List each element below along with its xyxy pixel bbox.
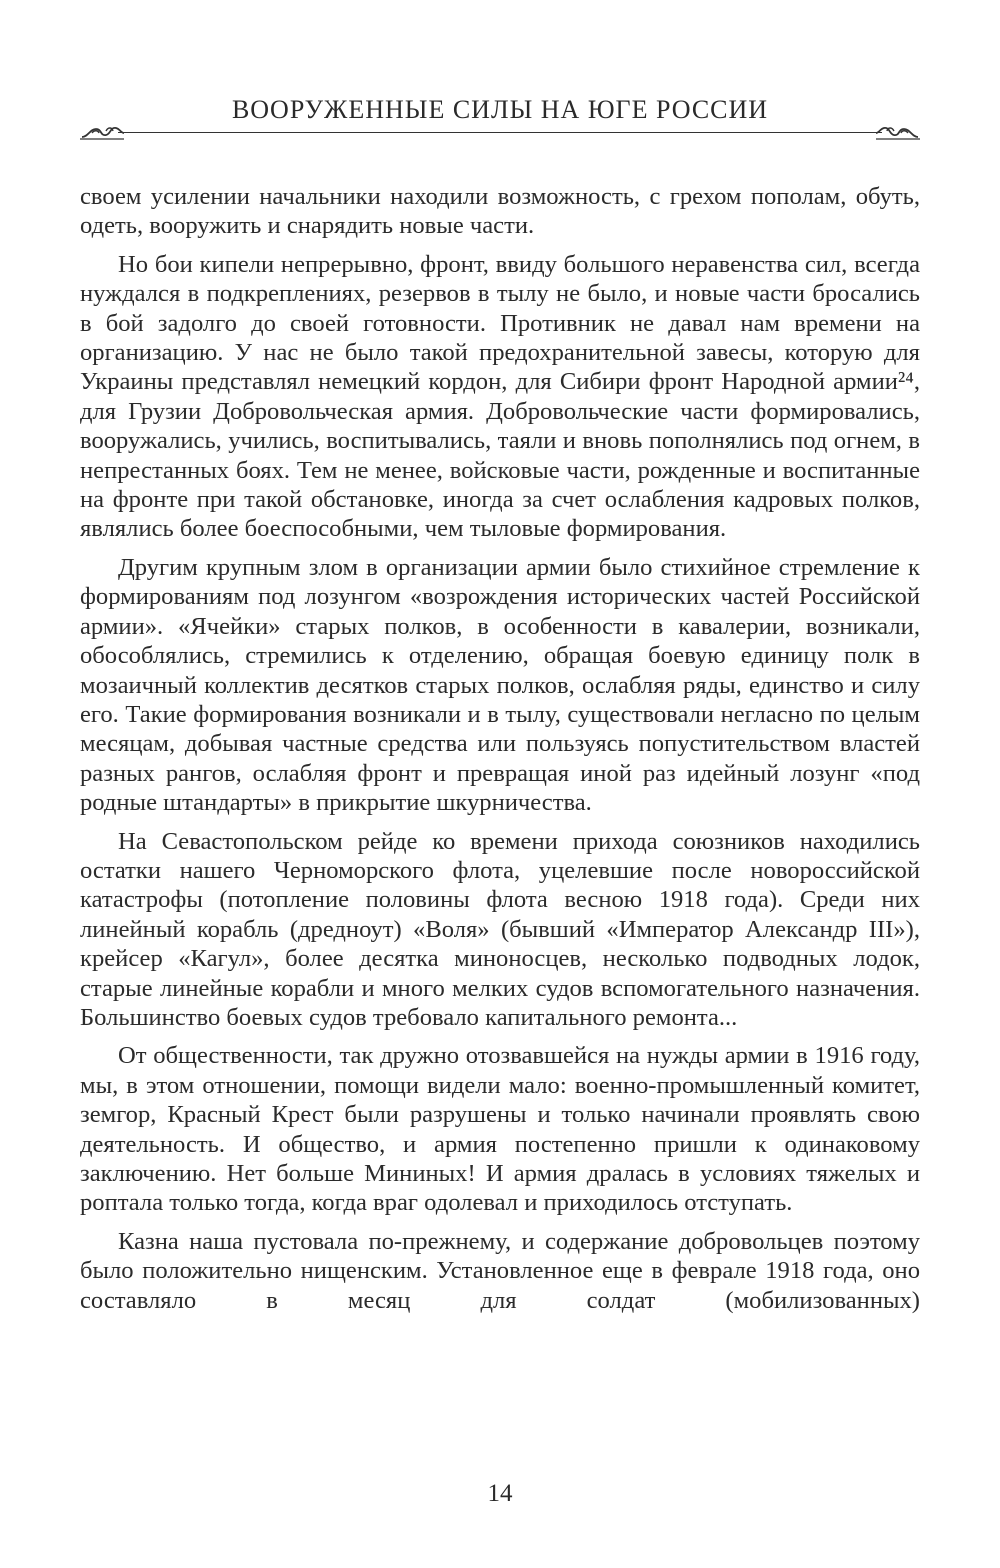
running-header-title: ВООРУЖЕННЫЕ СИЛЫ НА ЮГЕ РОССИИ bbox=[231, 95, 769, 124]
paragraph: От общественности, так дружно отозвавшейся на нужды армии в 1916 году, мы, в этом отношении, помощи видели мало: военно-промышленный комитет, земгор, Красный Крест были разрушены и только начинали проявлять свою деятельность. И общество, и армия постепенно пришли к одинаковому заключению. Нет больше Мининых! И армия дралась в условиях тяжелых и роптала только тогда, когда враг одолевал и приходилось отступать. bbox=[80, 1042, 920, 1217]
running-header bbox=[80, 95, 920, 145]
paragraph: Казна наша пустовала по-прежнему, и содержание добровольцев поэтому было положительно нищенским. Установленное еще в феврале 1918 года, оно составляло в месяц для солдат (мобилизованных) bbox=[80, 1227, 920, 1314]
page-body-text bbox=[80, 182, 920, 1315]
header-rule bbox=[118, 132, 882, 133]
paragraph: Но бои кипели непрерывно, фронт, ввиду большого неравенства сил, всегда нуждался в подкреплениях, резервов в тылу не было, и новые части бросались в бой задолго до своей готовности. Противник не давал нам времени на организацию. У нас не было такой предохранительной завесы, которую для Украины представлял немецкий кордон, для Сибири фронт Народной армии²⁴, для Грузии Добровольческая армия. Добровольческие части формировались, вооружались, учились, воспитывались, таяли и вновь пополнялись под огнем, в непрестанных боях. Тем не менее, войсковые части, рожденные и воспитанные на фронте при такой обстановке, иногда за счет ослабления кадровых полков, являлись более боеспособными, чем тыловые формирования. bbox=[80, 250, 920, 543]
right-flourish-icon bbox=[876, 121, 920, 141]
paragraph: Другим крупным злом в организации армии было стихийное стремление к формированиям под лозунгом «возрождения исторических частей Российской армии». «Ячейки» старых полков, в особенности в кавалерии, возникали, обособлялись, стремились к отделению, обращая боевую единицу полк в мозаичный коллектив десятков старых полков, ослабляя ряды, единство и силу его. Такие формирования возникали и в тылу, существовали негласно по целым месяцам, добывая частные средства или пользуясь попустительством властей разных рангов, ослабляя фронт и превращая иной раз идейный лозунг «под родные штандарты» в прикрытие шкурничества. bbox=[80, 553, 920, 817]
paragraph: своем усилении начальники находили возможность, с грехом пополам, обуть, одеть, вооружить и снарядить новые части. bbox=[80, 183, 920, 240]
paragraph: На Севастопольском рейде ко времени прихода союзников находились остатки нашего Черноморского флота, уцелевшие после новороссийской катастрофы (потопление половины флота весною 1918 года). Среди них линейный корабль (дредноут) «Воля» (бывший «Император Александр III»), крейсер «Кагул», более десятка миноносцев, несколько подводных лодок, старые линейные корабли и много мелких судов вспомогательного назначения. Большинство боевых судов требовало капитального ремонта... bbox=[80, 827, 920, 1031]
page-number: 14 bbox=[487, 1480, 513, 1507]
